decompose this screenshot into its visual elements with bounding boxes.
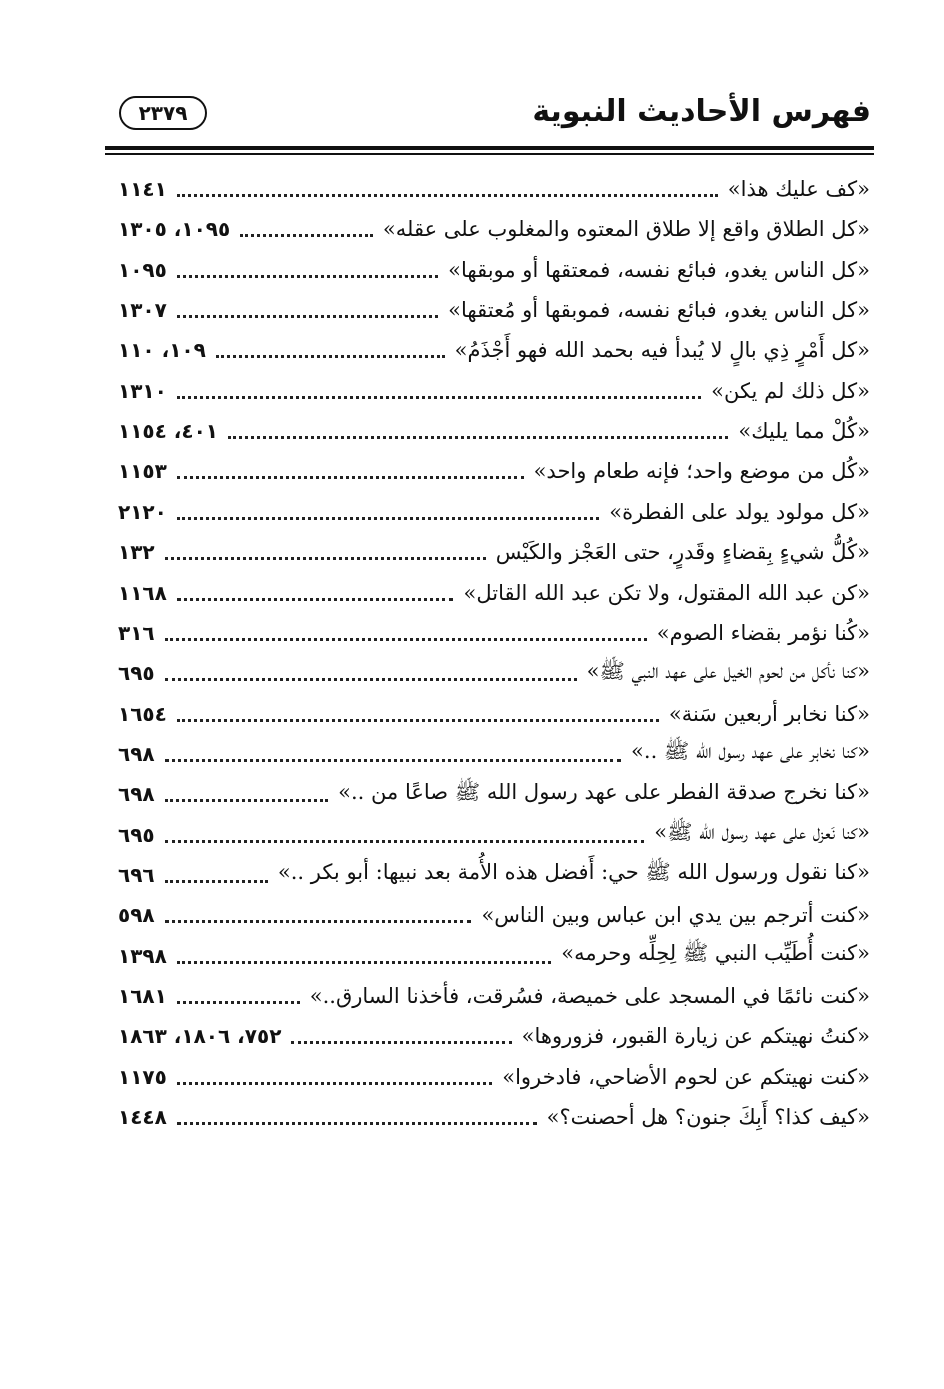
index-entry (118, 774, 870, 814)
dot-leader (177, 1000, 300, 1004)
index-entry (118, 573, 870, 613)
index-entry (118, 976, 870, 1016)
index-entry (118, 653, 870, 693)
page-title: فهرس الأحاديث النبوية (532, 94, 871, 129)
page-reference: ٤٠١، ١١٥٤ (118, 419, 219, 444)
page-reference: ١٠٩، ١١٠ (118, 338, 206, 363)
index-entry (118, 371, 870, 411)
index-entry (118, 411, 870, 451)
dot-leader (165, 556, 486, 560)
dot-leader (177, 274, 438, 278)
hadith-text: «كل الطلاق واقع إلا طلاق المعتوه والمغلوب على عقله» (382, 217, 870, 242)
dot-leader (165, 798, 329, 802)
page-reference: ٦٩٨ (118, 741, 155, 766)
dot-leader (240, 233, 373, 237)
hadith-text: «كُلْ مما يليك» (738, 419, 870, 444)
page-reference: ١٤٤٨ (118, 1105, 167, 1130)
page-header (105, 86, 871, 146)
page-reference: ١١٤١ (118, 177, 167, 201)
page-reference: ٦٩٥ (118, 661, 155, 686)
index-entry (118, 451, 870, 491)
hadith-text: «كُلُّ شيءٍ بِقضاءٍ وقَدرٍ، حتى العَجْز والكَيْس (495, 540, 870, 565)
index-entry (118, 936, 870, 976)
page-reference: ١٣٠٧ (118, 298, 167, 323)
dot-leader (177, 314, 438, 318)
hadith-text: «كن عبد الله المقتول، ولا تكن عبد الله القاتل» (463, 580, 870, 605)
dot-leader (177, 597, 454, 601)
hadith-text: «كُنا نؤمر بقضاء الصوم» (656, 620, 870, 645)
dot-leader (165, 919, 472, 923)
hadith-text: «كنا نَعزل على عهد رسول الله ﷺ» (654, 820, 870, 845)
dot-leader (177, 1081, 492, 1085)
index-entry (118, 613, 870, 653)
index-entry (118, 895, 870, 935)
page-reference: ١٠٩٥ (118, 257, 167, 282)
dot-leader (228, 435, 728, 439)
dot-leader (177, 718, 659, 722)
page-reference: ٢١٢٠ (118, 499, 167, 524)
index-entry (118, 209, 870, 249)
page-reference: ١١٧٥ (118, 1064, 167, 1089)
page-reference: ٥٩٨ (118, 903, 155, 928)
dot-leader (177, 395, 701, 399)
page-reference: ١٣١٠ (118, 378, 167, 403)
index-entry (118, 532, 870, 572)
page-reference: ٣١٦ (118, 620, 155, 645)
index-entry (118, 492, 870, 532)
hadith-text: «كل ذلك لم يكن» (711, 378, 870, 403)
dot-leader (291, 1040, 511, 1044)
hadith-text: «كنت نهيتكم عن لحوم الأضاحي، فادخروا» (502, 1064, 870, 1089)
dot-leader (177, 193, 718, 197)
hadith-text: «كنا نخابر على عهد رسول الله ﷺ ..» (631, 739, 870, 764)
page-reference: ٦٩٨ (118, 782, 155, 807)
dot-leader (165, 758, 621, 762)
page-reference: ١١٥٣ (118, 459, 167, 484)
index-entry (118, 734, 870, 774)
dot-leader (165, 839, 645, 843)
page-reference: ١٦٨١ (118, 984, 167, 1008)
hadith-text: «كف عليك هذا» (727, 177, 870, 201)
hadith-text: «كنا نأكل من لحوم الخيل على عهد النبي ﷺ» (586, 658, 870, 683)
page-reference: ٧٥٢، ١٨٠٦، ١٨٦٣ (118, 1024, 282, 1049)
page-reference: ١٦٥٤ (118, 701, 167, 726)
index-entry (118, 169, 870, 209)
dot-leader (165, 879, 268, 883)
hadith-text: «كنت نائمًا في المسجد على خميصة، فسُرقت، فأخذنا السارق..» (309, 984, 870, 1008)
dot-leader (177, 516, 599, 520)
dot-leader (165, 637, 647, 641)
dot-leader (165, 677, 577, 681)
page-number-badge: ٢٣٧٩ (119, 96, 207, 130)
hadith-text: «كُل من موضع واحد؛ فإنه طعام واحد» (533, 459, 870, 484)
page-reference: ٦٩٥ (118, 822, 155, 847)
hadith-text: «كنتُ نهيتكم عن زيارة القبور، فزوروها» (521, 1024, 870, 1049)
page-reference: ١٣٩٨ (118, 943, 167, 968)
hadith-text: «كنا نخابر أربعين سَنة» (668, 701, 870, 726)
page-reference: ٦٩٦ (118, 862, 155, 887)
hadith-text: «كنت أترجم بين يدي ابن عباس وبين الناس» (481, 903, 870, 928)
page-reference: ١٠٩٥، ١٣٠٥ (118, 217, 231, 242)
hadith-text: «كيف كذا؟ أَبِكَ جنون؟ هل أحصنت؟» (546, 1105, 870, 1130)
dot-leader (216, 354, 445, 358)
hadith-text: «كل الناس يغدو، فبائع نفسه، فمعتقها أو موبقها» (448, 257, 870, 282)
dot-leader (177, 475, 524, 479)
hadith-text: «كل أَمْرٍ ذِي بالٍ لا يُبدأ فيه بحمد الله فهو أَجْذَمُ» (454, 338, 870, 363)
page-reference: ١٣٢ (118, 540, 155, 565)
hadith-text: «كل الناس يغدو، فبائع نفسه، فموبقها أو مُعتقها» (448, 298, 870, 323)
index-entry (118, 330, 870, 370)
header-rule-thick (105, 146, 874, 150)
index-entry (118, 1016, 870, 1056)
page-reference: ١١٦٨ (118, 580, 167, 605)
header-rule-thin (105, 153, 874, 155)
index-entry (118, 815, 870, 855)
index-entry (118, 1097, 870, 1137)
hadith-text: «كل مولود يولد على الفطرة» (609, 499, 870, 524)
dot-leader (177, 960, 551, 964)
hadith-text: «كنت أُطَيِّب النبي ﷺ لِحِلِّه وحرمه» (561, 941, 870, 966)
hadith-text: «كنا نخرج صدقة الفطر على عهد رسول الله ﷺ صاعًا من ..» (338, 779, 870, 804)
index-entry (118, 1057, 870, 1097)
dot-leader (177, 1121, 537, 1125)
index-entry (118, 290, 870, 330)
hadith-text: «كنا نقول ورسول الله ﷺ حي: أَفضل هذه الأُمة بعد نبيها: أبو بكر ..» (277, 860, 870, 885)
index-entry (118, 250, 870, 290)
index-entry (118, 855, 870, 895)
index-entry (118, 694, 870, 734)
